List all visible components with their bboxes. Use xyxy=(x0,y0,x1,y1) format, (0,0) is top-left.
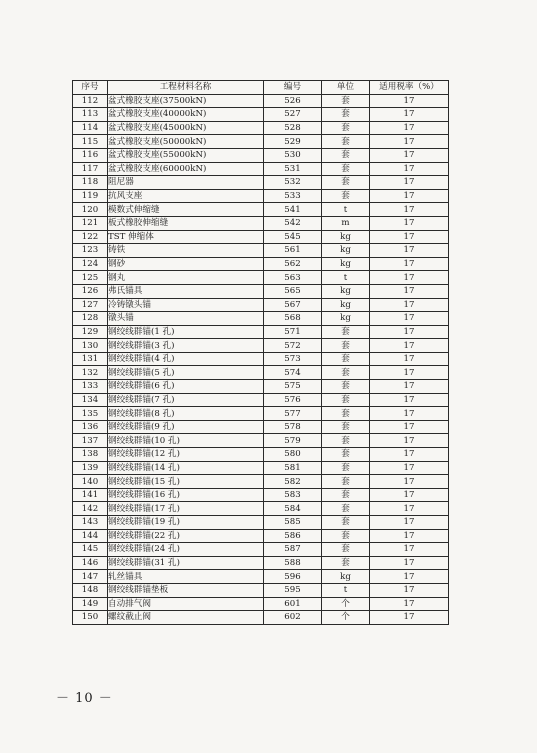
cell-material-name: 轧丝锚具 xyxy=(108,570,264,584)
cell-material-name: 镦头锚 xyxy=(108,312,264,326)
cell-seq: 135 xyxy=(73,407,108,421)
cell-tax-rate: 17 xyxy=(370,339,449,353)
cell-material-name: 钢绞线群锚(5 孔) xyxy=(108,366,264,380)
table-row xyxy=(73,312,449,326)
cell-seq: 136 xyxy=(73,420,108,434)
cell-unit: 套 xyxy=(322,135,370,149)
header-unit: 单位 xyxy=(322,81,370,95)
cell-code: 530 xyxy=(264,148,322,162)
cell-code: 567 xyxy=(264,298,322,312)
cell-code: 580 xyxy=(264,448,322,462)
cell-tax-rate: 17 xyxy=(370,502,449,516)
cell-material-name: 盆式橡胶支座(45000kN) xyxy=(108,121,264,135)
cell-material-name: 铸铁 xyxy=(108,244,264,258)
table-row xyxy=(73,162,449,176)
cell-seq: 148 xyxy=(73,583,108,597)
cell-material-name: 钢绞线群锚(17 孔) xyxy=(108,502,264,516)
cell-tax-rate: 17 xyxy=(370,543,449,557)
cell-unit: 套 xyxy=(322,366,370,380)
cell-seq: 120 xyxy=(73,203,108,217)
cell-tax-rate: 17 xyxy=(370,121,449,135)
cell-unit: 套 xyxy=(322,502,370,516)
cell-seq: 129 xyxy=(73,325,108,339)
cell-tax-rate: 17 xyxy=(370,162,449,176)
cell-code: 562 xyxy=(264,257,322,271)
cell-tax-rate: 17 xyxy=(370,312,449,326)
table-row xyxy=(73,244,449,258)
cell-material-name: 钢绞线群锚(1 孔) xyxy=(108,325,264,339)
cell-material-name: 盆式橡胶支座(40000kN) xyxy=(108,108,264,122)
cell-code: 585 xyxy=(264,516,322,530)
cell-tax-rate: 17 xyxy=(370,434,449,448)
table-row xyxy=(73,216,449,230)
table-header-row xyxy=(73,81,449,95)
cell-material-name: 盆式橡胶支座(60000kN) xyxy=(108,162,264,176)
cell-tax-rate: 17 xyxy=(370,176,449,190)
cell-tax-rate: 17 xyxy=(370,611,449,625)
table-row xyxy=(73,611,449,625)
cell-code: 575 xyxy=(264,380,322,394)
cell-material-name: 钢绞线群锚(6 孔) xyxy=(108,380,264,394)
cell-seq: 133 xyxy=(73,380,108,394)
cell-seq: 113 xyxy=(73,108,108,122)
cell-code: 601 xyxy=(264,597,322,611)
table-row xyxy=(73,148,449,162)
cell-tax-rate: 17 xyxy=(370,475,449,489)
cell-material-name: 钢砂 xyxy=(108,257,264,271)
cell-material-name: 钢绞线群锚(19 孔) xyxy=(108,516,264,530)
table-row xyxy=(73,488,449,502)
cell-unit: 套 xyxy=(322,475,370,489)
table-row xyxy=(73,189,449,203)
cell-tax-rate: 17 xyxy=(370,189,449,203)
cell-seq: 119 xyxy=(73,189,108,203)
table-row xyxy=(73,135,449,149)
table-row xyxy=(73,230,449,244)
cell-code: 596 xyxy=(264,570,322,584)
cell-seq: 132 xyxy=(73,366,108,380)
cell-material-name: 钢绞线群锚(3 孔) xyxy=(108,339,264,353)
cell-unit: 套 xyxy=(322,461,370,475)
cell-tax-rate: 17 xyxy=(370,516,449,530)
cell-tax-rate: 17 xyxy=(370,325,449,339)
cell-code: 588 xyxy=(264,556,322,570)
cell-unit: 套 xyxy=(322,516,370,530)
table-row xyxy=(73,543,449,557)
cell-material-name: 钢绞线群锚(24 孔) xyxy=(108,543,264,557)
cell-tax-rate: 17 xyxy=(370,583,449,597)
table-row xyxy=(73,516,449,530)
table-row xyxy=(73,570,449,584)
cell-seq: 150 xyxy=(73,611,108,625)
cell-seq: 118 xyxy=(73,176,108,190)
cell-unit: 套 xyxy=(322,488,370,502)
cell-material-name: 钢绞线群锚垫板 xyxy=(108,583,264,597)
cell-code: 565 xyxy=(264,284,322,298)
cell-unit: 套 xyxy=(322,448,370,462)
cell-unit: 套 xyxy=(322,148,370,162)
table-row xyxy=(73,529,449,543)
cell-code: 579 xyxy=(264,434,322,448)
cell-unit: 套 xyxy=(322,352,370,366)
cell-unit: 套 xyxy=(322,108,370,122)
cell-material-name: 盆式橡胶支座(37500kN) xyxy=(108,94,264,108)
cell-unit: kg xyxy=(322,284,370,298)
cell-unit: t xyxy=(322,583,370,597)
cell-seq: 130 xyxy=(73,339,108,353)
cell-unit: m xyxy=(322,216,370,230)
cell-material-name: 钢绞线群锚(7 孔) xyxy=(108,393,264,407)
cell-code: 578 xyxy=(264,420,322,434)
cell-unit: t xyxy=(322,203,370,217)
cell-seq: 139 xyxy=(73,461,108,475)
table-row xyxy=(73,393,449,407)
cell-tax-rate: 17 xyxy=(370,597,449,611)
cell-tax-rate: 17 xyxy=(370,135,449,149)
table-row xyxy=(73,434,449,448)
cell-seq: 121 xyxy=(73,216,108,230)
cell-tax-rate: 17 xyxy=(370,284,449,298)
cell-code: 571 xyxy=(264,325,322,339)
cell-unit: 套 xyxy=(322,339,370,353)
cell-code: 541 xyxy=(264,203,322,217)
cell-code: 572 xyxy=(264,339,322,353)
cell-tax-rate: 17 xyxy=(370,108,449,122)
cell-seq: 112 xyxy=(73,94,108,108)
cell-tax-rate: 17 xyxy=(370,271,449,285)
cell-seq: 134 xyxy=(73,393,108,407)
table-row xyxy=(73,380,449,394)
cell-seq: 126 xyxy=(73,284,108,298)
cell-seq: 144 xyxy=(73,529,108,543)
cell-tax-rate: 17 xyxy=(370,148,449,162)
cell-unit: kg xyxy=(322,244,370,258)
cell-tax-rate: 17 xyxy=(370,407,449,421)
cell-seq: 138 xyxy=(73,448,108,462)
cell-code: 587 xyxy=(264,543,322,557)
cell-unit: 套 xyxy=(322,393,370,407)
cell-material-name: 钢绞线群锚(10 孔) xyxy=(108,434,264,448)
page-number: － 10 － xyxy=(56,691,113,706)
cell-seq: 115 xyxy=(73,135,108,149)
header-code: 编号 xyxy=(264,81,322,95)
cell-unit: 套 xyxy=(322,420,370,434)
table-row xyxy=(73,420,449,434)
cell-code: 527 xyxy=(264,108,322,122)
cell-material-name: 盆式橡胶支座(55000kN) xyxy=(108,148,264,162)
table-row xyxy=(73,94,449,108)
table-row xyxy=(73,339,449,353)
header-name: 工程材料名称 xyxy=(108,81,264,95)
table-row xyxy=(73,203,449,217)
cell-code: 574 xyxy=(264,366,322,380)
table-row xyxy=(73,448,449,462)
cell-seq: 145 xyxy=(73,543,108,557)
cell-tax-rate: 17 xyxy=(370,94,449,108)
cell-unit: 套 xyxy=(322,189,370,203)
table-row xyxy=(73,597,449,611)
cell-tax-rate: 17 xyxy=(370,448,449,462)
cell-material-name: 弗氏锚具 xyxy=(108,284,264,298)
cell-code: 526 xyxy=(264,94,322,108)
table-row xyxy=(73,475,449,489)
cell-tax-rate: 17 xyxy=(370,488,449,502)
table-row xyxy=(73,121,449,135)
cell-code: 595 xyxy=(264,583,322,597)
cell-unit: kg xyxy=(322,298,370,312)
table-row xyxy=(73,461,449,475)
cell-unit: 套 xyxy=(322,176,370,190)
table-row xyxy=(73,108,449,122)
cell-code: 568 xyxy=(264,312,322,326)
cell-material-name: 阻尼器 xyxy=(108,176,264,190)
cell-material-name: 抗风支座 xyxy=(108,189,264,203)
cell-tax-rate: 17 xyxy=(370,244,449,258)
table-row xyxy=(73,502,449,516)
cell-unit: kg xyxy=(322,312,370,326)
cell-material-name: 钢丸 xyxy=(108,271,264,285)
cell-seq: 147 xyxy=(73,570,108,584)
cell-unit: 套 xyxy=(322,434,370,448)
cell-material-name: TST 伸缩体 xyxy=(108,230,264,244)
cell-seq: 141 xyxy=(73,488,108,502)
cell-code: 602 xyxy=(264,611,322,625)
table-row xyxy=(73,583,449,597)
cell-material-name: 钢绞线群锚(22 孔) xyxy=(108,529,264,543)
cell-code: 584 xyxy=(264,502,322,516)
cell-code: 561 xyxy=(264,244,322,258)
cell-material-name: 钢绞线群锚(16 孔) xyxy=(108,488,264,502)
table-row xyxy=(73,325,449,339)
table-row xyxy=(73,366,449,380)
table-row xyxy=(73,556,449,570)
cell-code: 529 xyxy=(264,135,322,149)
cell-tax-rate: 17 xyxy=(370,529,449,543)
cell-tax-rate: 17 xyxy=(370,203,449,217)
cell-seq: 124 xyxy=(73,257,108,271)
cell-material-name: 自动排气阀 xyxy=(108,597,264,611)
cell-code: 545 xyxy=(264,230,322,244)
cell-tax-rate: 17 xyxy=(370,230,449,244)
cell-material-name: 钢绞线群锚(8 孔) xyxy=(108,407,264,421)
cell-unit: 个 xyxy=(322,611,370,625)
cell-material-name: 板式橡胶伸缩缝 xyxy=(108,216,264,230)
header-seq: 序号 xyxy=(73,81,108,95)
cell-code: 582 xyxy=(264,475,322,489)
table-row xyxy=(73,271,449,285)
cell-code: 531 xyxy=(264,162,322,176)
table-row xyxy=(73,257,449,271)
materials-tax-table xyxy=(72,80,449,625)
cell-material-name: 钢绞线群锚(15 孔) xyxy=(108,475,264,489)
cell-tax-rate: 17 xyxy=(370,461,449,475)
cell-code: 532 xyxy=(264,176,322,190)
cell-unit: 套 xyxy=(322,162,370,176)
cell-tax-rate: 17 xyxy=(370,352,449,366)
table-row xyxy=(73,284,449,298)
cell-material-name: 模数式伸缩缝 xyxy=(108,203,264,217)
cell-seq: 116 xyxy=(73,148,108,162)
cell-unit: 套 xyxy=(322,529,370,543)
cell-seq: 125 xyxy=(73,271,108,285)
cell-material-name: 钢绞线群锚(12 孔) xyxy=(108,448,264,462)
cell-unit: kg xyxy=(322,230,370,244)
cell-unit: kg xyxy=(322,570,370,584)
table-body xyxy=(73,94,449,624)
cell-seq: 143 xyxy=(73,516,108,530)
cell-material-name: 螺纹截止阀 xyxy=(108,611,264,625)
cell-unit: 套 xyxy=(322,556,370,570)
cell-tax-rate: 17 xyxy=(370,216,449,230)
cell-seq: 140 xyxy=(73,475,108,489)
cell-code: 577 xyxy=(264,407,322,421)
cell-unit: kg xyxy=(322,257,370,271)
cell-unit: t xyxy=(322,271,370,285)
cell-code: 528 xyxy=(264,121,322,135)
cell-tax-rate: 17 xyxy=(370,420,449,434)
table-row xyxy=(73,298,449,312)
cell-seq: 127 xyxy=(73,298,108,312)
table-row xyxy=(73,352,449,366)
table-row xyxy=(73,407,449,421)
header-rate: 适用税率（%） xyxy=(370,81,449,95)
cell-unit: 套 xyxy=(322,543,370,557)
cell-seq: 137 xyxy=(73,434,108,448)
cell-material-name: 钢绞线群锚(14 孔) xyxy=(108,461,264,475)
cell-code: 581 xyxy=(264,461,322,475)
cell-unit: 套 xyxy=(322,121,370,135)
cell-seq: 122 xyxy=(73,230,108,244)
cell-seq: 128 xyxy=(73,312,108,326)
cell-seq: 117 xyxy=(73,162,108,176)
cell-tax-rate: 17 xyxy=(370,393,449,407)
cell-tax-rate: 17 xyxy=(370,298,449,312)
cell-seq: 123 xyxy=(73,244,108,258)
cell-material-name: 钢绞线群锚(31 孔) xyxy=(108,556,264,570)
cell-seq: 142 xyxy=(73,502,108,516)
cell-unit: 个 xyxy=(322,597,370,611)
cell-code: 583 xyxy=(264,488,322,502)
cell-code: 533 xyxy=(264,189,322,203)
cell-tax-rate: 17 xyxy=(370,556,449,570)
cell-seq: 149 xyxy=(73,597,108,611)
cell-tax-rate: 17 xyxy=(370,380,449,394)
cell-tax-rate: 17 xyxy=(370,257,449,271)
cell-unit: 套 xyxy=(322,407,370,421)
cell-code: 563 xyxy=(264,271,322,285)
cell-code: 542 xyxy=(264,216,322,230)
cell-material-name: 钢绞线群锚(9 孔) xyxy=(108,420,264,434)
cell-code: 586 xyxy=(264,529,322,543)
cell-material-name: 盆式橡胶支座(50000kN) xyxy=(108,135,264,149)
cell-tax-rate: 17 xyxy=(370,366,449,380)
cell-unit: 套 xyxy=(322,325,370,339)
cell-material-name: 钢绞线群锚(4 孔) xyxy=(108,352,264,366)
cell-tax-rate: 17 xyxy=(370,570,449,584)
table-row xyxy=(73,176,449,190)
cell-code: 573 xyxy=(264,352,322,366)
cell-code: 576 xyxy=(264,393,322,407)
cell-material-name: 冷铸镦头锚 xyxy=(108,298,264,312)
cell-seq: 131 xyxy=(73,352,108,366)
cell-unit: 套 xyxy=(322,94,370,108)
cell-seq: 146 xyxy=(73,556,108,570)
cell-unit: 套 xyxy=(322,380,370,394)
cell-seq: 114 xyxy=(73,121,108,135)
